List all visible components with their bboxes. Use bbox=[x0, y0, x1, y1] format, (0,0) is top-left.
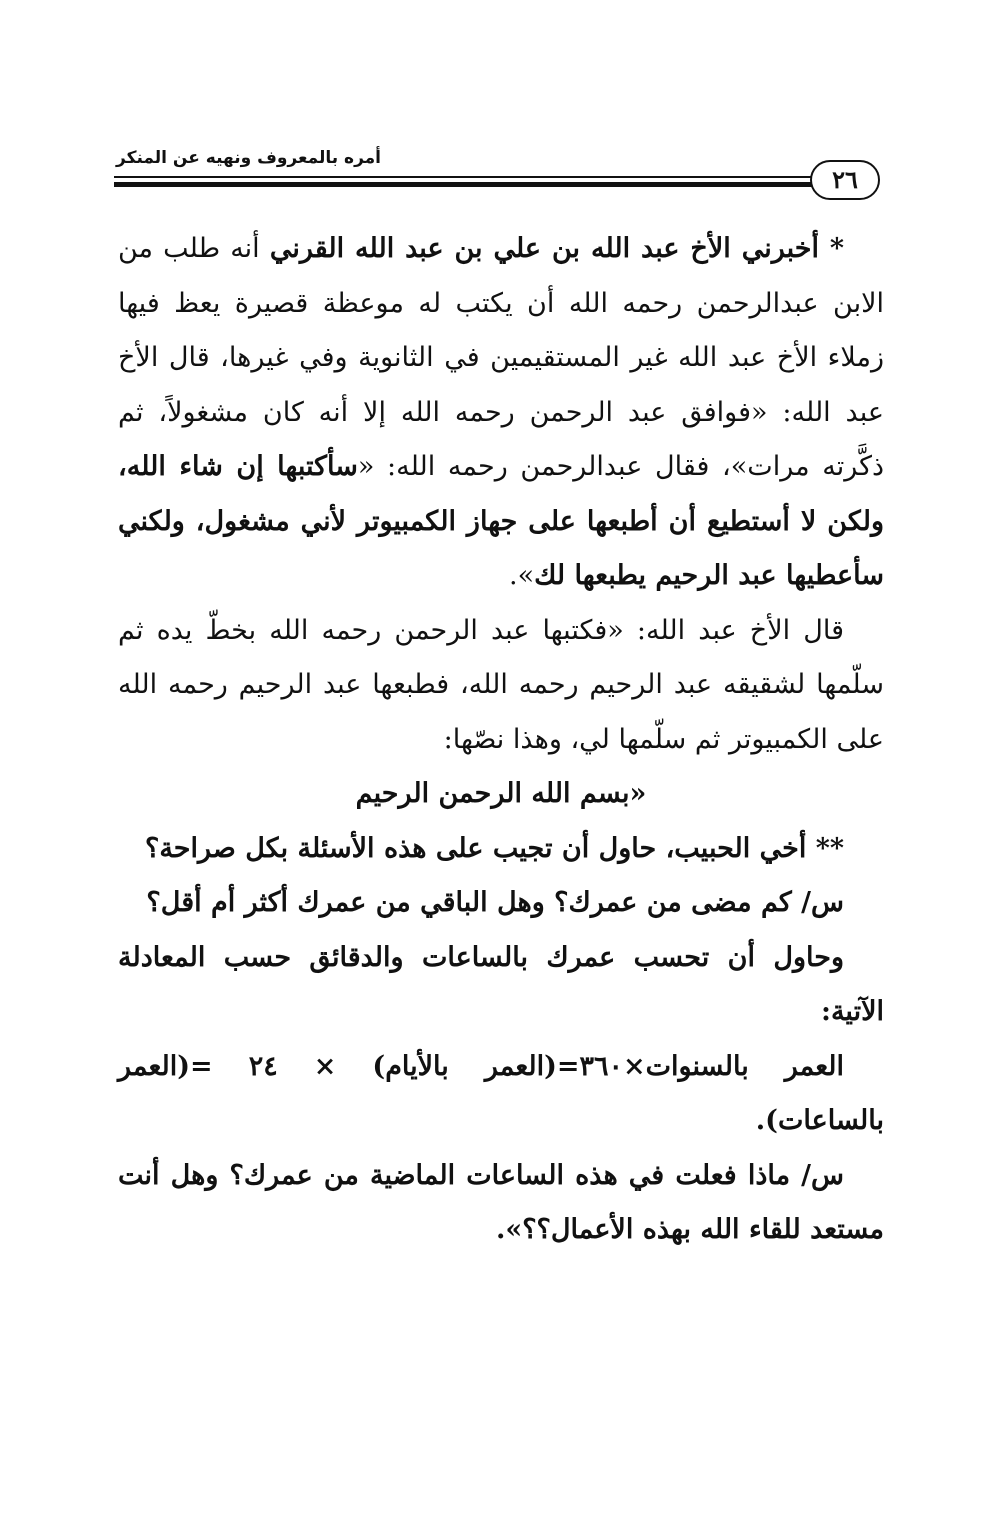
letter-line-3: وحاول أن تحسب عمرك بالساعات والدقائق حسب المعادلة الآتية: bbox=[118, 941, 884, 1027]
letter-line-5: س/ ماذا فعلت في هذه الساعات الماضية من عمرك؟ وهل أنت مستعد للقاء الله بهذه الأعمال؟؟». bbox=[118, 1159, 884, 1245]
paragraph-1-lead: * أخبرني الأخ عبد الله بن علي بن عبد الله القرني bbox=[269, 233, 845, 264]
letter-basmala: «بسم الله الرحمن الرحيم bbox=[355, 778, 647, 809]
header-rule-thick bbox=[114, 182, 820, 187]
paragraph-1 bbox=[118, 222, 884, 604]
header-rule-thin bbox=[114, 176, 820, 178]
paragraph-1-end: ». bbox=[509, 560, 535, 591]
page-body bbox=[118, 222, 884, 1258]
paragraph-2: قال الأخ عبد الله: «فكتبها عبد الرحمن رحمه الله بخطّ يده ثم سلّمها لشقيقه عبد الرحيم رحمه الله، فطبعها عبد الرحيم رحمه الله على الكمبيوتر ثم سلّمها لي، وهذا نصّها: bbox=[118, 614, 884, 755]
letter-line-1: ** أخي الحبيب، حاول أن تجيب على هذه الأسئلة بكل صراحة؟ bbox=[144, 832, 844, 864]
paragraph-1-quote: سأكتبها إن شاء الله، ولكن لا أستطيع أن أطبعها على جهاز الكمبيوتر لأني مشغول، ولكني سأعطيها عبد الرحيم يطبعها لك bbox=[118, 451, 884, 591]
page-number: ٢٦ bbox=[810, 160, 880, 200]
paragraph-1-text: أنه طلب من الابن عبدالرحمن رحمه الله أن يكتب له موعظة قصيرة يعظ فيها زملاء الأخ عبد الله غير المستقيمين في الثانوية وفي غيرها، قال الأخ عبد الله: «فوافق عبد الرحمن رحمه الله إلا أنه كان مشغولاً، ثم ذكَّرته مرات»، فقال عبدالرحمن رحمه الله: « bbox=[118, 233, 884, 482]
running-title: أمره بالمعروف ونهيه عن المنكر bbox=[116, 148, 382, 168]
page-header bbox=[110, 140, 880, 210]
letter-line-4: العمر بالسنوات×٣٦٠=(العمر بالأيام) × ٢٤ =(العمر بالساعات). bbox=[118, 1050, 884, 1136]
letter-line-2: س/ كم مضى من عمرك؟ وهل الباقي من عمرك أكثر أم أقل؟ bbox=[146, 887, 844, 918]
